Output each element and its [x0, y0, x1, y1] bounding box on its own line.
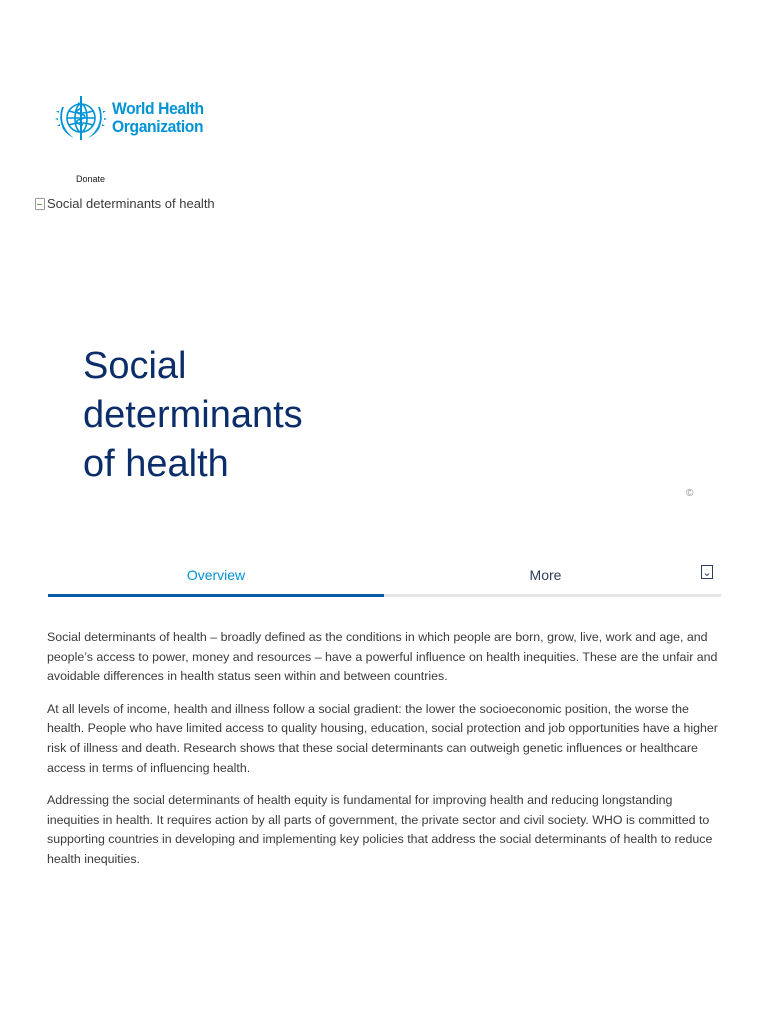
who-emblem-icon: [54, 93, 108, 143]
copyright-icon[interactable]: ©: [686, 488, 694, 499]
who-logo[interactable]: [54, 93, 212, 143]
paragraph: At all levels of income, health and illness follow a social gradient: the lower the socioeconomic position, the worse the health. People who have limited access to quality housing, education, social protection and job opportunities have a higher risk of illness and death. Research shows that these social determinants can outweigh genetic influences or healthcare access in terms of influencing health.: [47, 701, 718, 775]
broken-image-icon: [35, 198, 45, 210]
overview-content: [47, 628, 721, 883]
hero-image: [35, 196, 215, 211]
paragraph: Social determinants of health – broadly defined as the conditions in which people are born, grow, live, work and age, and people’s access to power, money and resources – have a powerful influence on health inequities. These are the unfair and avoidable differences in health status seen within and between countries.: [47, 630, 718, 684]
hero-image-alt: Social determinants of health: [47, 196, 215, 211]
page-title: Social determinants of health: [83, 345, 303, 485]
paragraph: Addressing the social determinants of health equity is fundamental for improving health and reducing longstanding inequities in health. It requires action by all parts of government, the private sector and civil society. WHO is committed to supporting countries in developing and implementing key policies that address the social determinants of health to reduce health inequities.: [47, 793, 713, 866]
active-tab-indicator: [48, 594, 384, 597]
logo-line-1: World Health: [112, 99, 204, 118]
logo-wordmark: [112, 100, 204, 136]
donate-link[interactable]: Donate: [76, 174, 106, 184]
dropdown-icon[interactable]: ⌄: [702, 566, 712, 579]
tab-bar: [48, 556, 721, 598]
tab-more[interactable]: More: [529, 567, 562, 583]
logo-line-2: Organization: [112, 117, 204, 136]
tab-overview[interactable]: Overview: [186, 567, 246, 583]
